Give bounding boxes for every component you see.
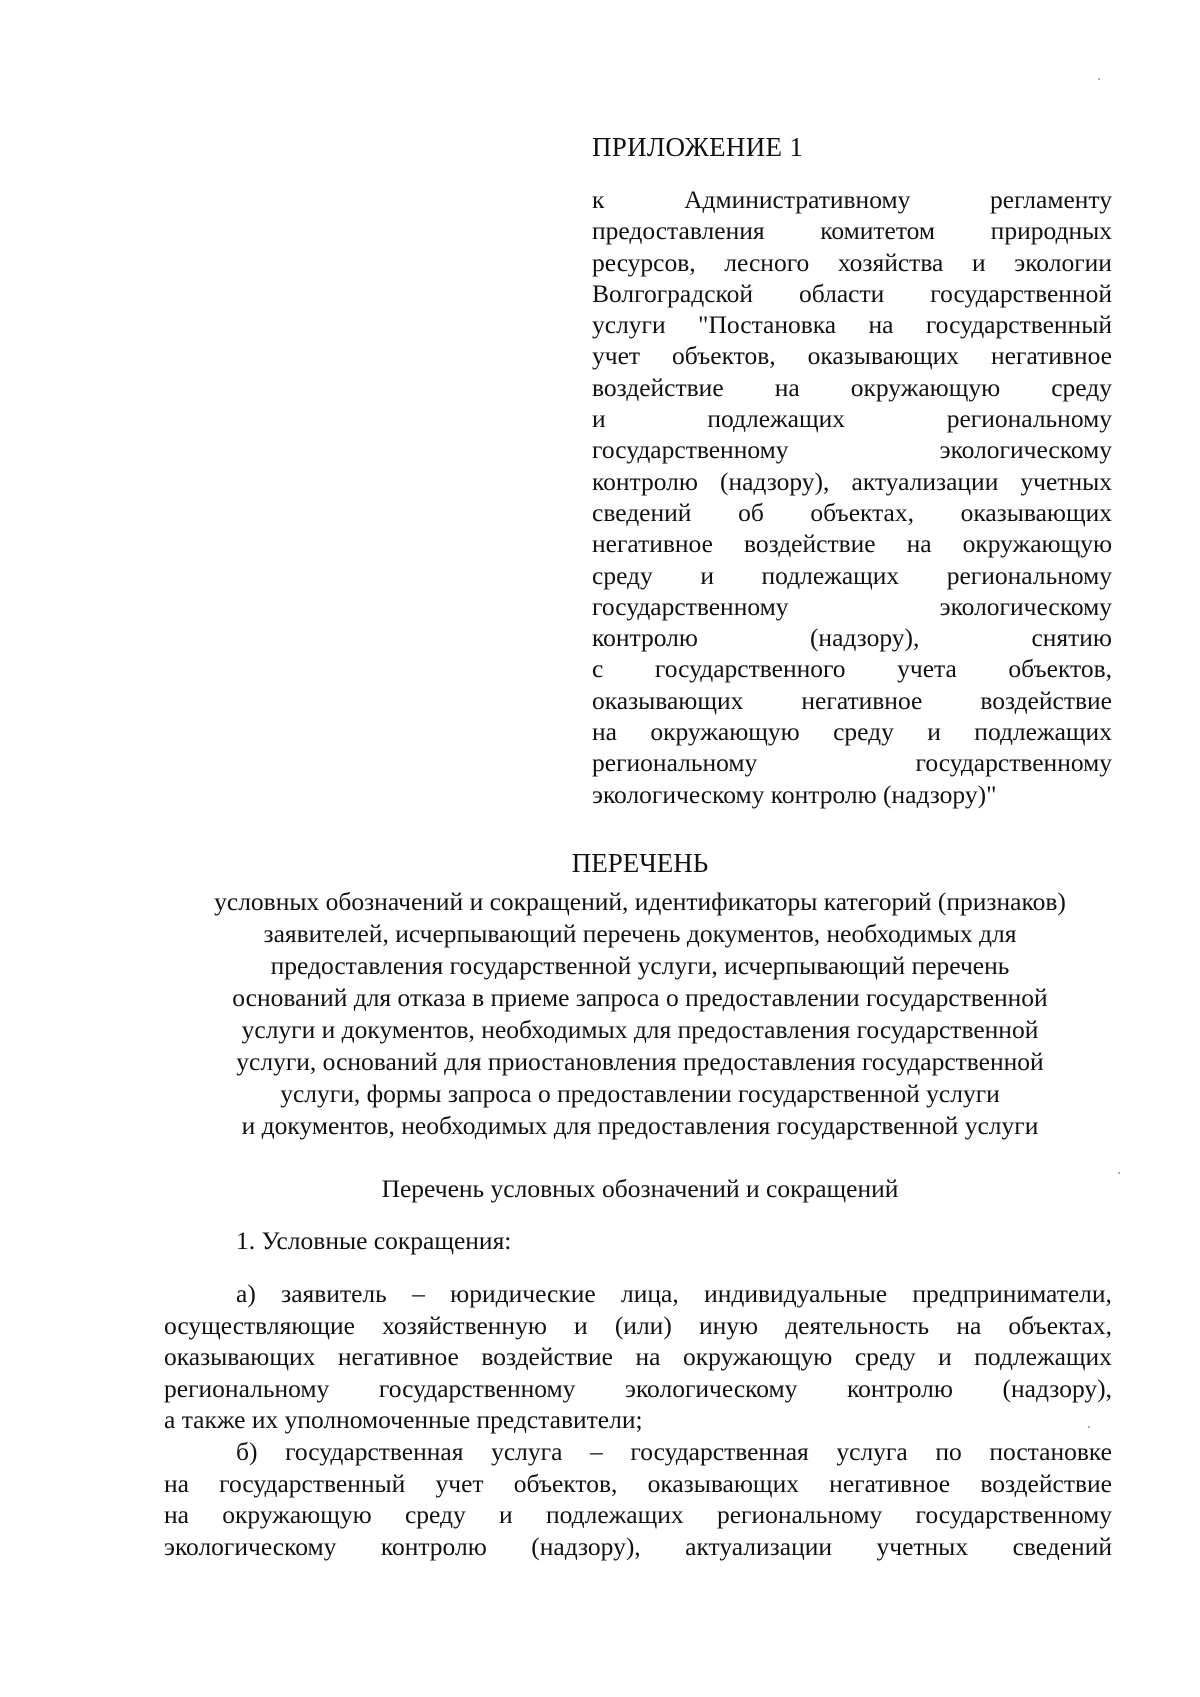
document-heading: ПЕРЕЧЕНЬ	[571, 848, 709, 878]
subtitle-line: заявителей, исчерпывающий перечень документов, необходимых для	[263, 919, 1017, 948]
paragraph-word: окружающую	[682, 1342, 833, 1372]
appendix-word: государственному	[915, 748, 1112, 778]
appendix-line	[592, 591, 1112, 622]
paragraph-word: государственный	[219, 1468, 406, 1498]
appendix-word: среду	[833, 717, 894, 747]
list-item-heading: 1. Условные сокращения:	[236, 1226, 512, 1255]
appendix-word: экологическому	[939, 435, 1112, 465]
appendix-word: негативное	[592, 529, 713, 559]
appendix-line	[592, 528, 1112, 559]
appendix-word: окружающую	[650, 717, 800, 747]
appendix-word: комитетом	[820, 216, 936, 246]
appendix-line	[592, 372, 1112, 403]
paragraph-word: а)	[236, 1279, 256, 1308]
appendix-word: подлежащих	[761, 560, 900, 590]
appendix-word: объектов,	[1008, 654, 1112, 684]
paragraph-word: оказывающих	[647, 1468, 799, 1498]
appendix-line	[592, 779, 1112, 810]
appendix-word: с	[592, 654, 604, 684]
appendix-word: оказывающих	[592, 685, 744, 715]
appendix-line	[592, 622, 1112, 653]
paragraph-word: негативное	[337, 1342, 459, 1372]
appendix-word: региональному	[592, 748, 758, 778]
appendix-word: объектах,	[810, 497, 914, 527]
appendix-word: государственной	[930, 278, 1112, 308]
appendix-line	[592, 653, 1112, 684]
paragraph-word: –	[412, 1279, 425, 1308]
paragraph-word: окружающую	[222, 1500, 372, 1530]
paragraph-word: объектов,	[513, 1468, 618, 1498]
paragraph-line	[164, 1404, 1112, 1436]
paragraph-word: на	[635, 1342, 661, 1372]
appendix-word: на	[774, 372, 800, 402]
paragraph-word: среду	[404, 1500, 466, 1530]
paragraph-word: актуализации	[685, 1531, 833, 1561]
appendix-word: и	[927, 717, 941, 747]
paragraph-word: государственному	[915, 1500, 1112, 1530]
body-text	[164, 1278, 1112, 1562]
appendix-word: контролю	[592, 466, 698, 496]
paragraph-word: государственная	[285, 1436, 464, 1466]
paragraph-word: юридические	[450, 1279, 596, 1308]
paragraph-line	[164, 1499, 1112, 1531]
paragraph-word: (надзору),	[1002, 1373, 1112, 1403]
appendix-word: учет	[592, 341, 641, 371]
appendix-word: подлежащих	[707, 404, 846, 434]
appendix-word: лесного	[724, 247, 810, 277]
paragraph-word: а также их уполномоченные представители;	[164, 1405, 643, 1435]
appendix-word: государственный	[925, 310, 1112, 340]
subtitle-line: предоставления государственной услуги, исчерпывающий перечень	[270, 951, 1010, 980]
paragraph-word: иную	[698, 1310, 759, 1340]
appendix-word: (надзору),	[809, 623, 920, 653]
section-title: Перечень условных обозначений и сокращений	[381, 1174, 899, 1203]
appendix-word: негативное	[991, 341, 1112, 371]
paragraph-word: государственному	[378, 1373, 576, 1403]
appendix-word: услуги	[592, 310, 666, 340]
appendix-word: воздействие	[980, 685, 1112, 715]
appendix-word: воздействие	[743, 529, 876, 559]
appendix-word: региональному	[946, 560, 1112, 590]
paragraph-word: среду	[854, 1342, 916, 1372]
paragraph-word: осуществляющие	[164, 1310, 355, 1340]
paragraph-line	[164, 1341, 1112, 1373]
subtitle-line: услуги, оснований для приостановления предоставления государственной	[236, 1047, 1044, 1076]
appendix-word: среду	[1051, 372, 1112, 402]
appendix-word: "Постановка	[698, 310, 837, 340]
appendix-word: экологии	[1014, 247, 1112, 277]
appendix-line	[592, 215, 1112, 246]
appendix-line	[592, 184, 1112, 215]
appendix-word: регламенту	[990, 185, 1112, 214]
appendix-word: Административному	[684, 185, 911, 214]
appendix-word: к	[592, 185, 605, 214]
scan-speck	[1098, 78, 1100, 80]
appendix-word: государственному	[592, 435, 789, 465]
paragraph-word: услуга	[836, 1436, 908, 1466]
paragraph-word: негативное	[829, 1468, 951, 1498]
paragraph-word: –	[590, 1436, 603, 1466]
paragraph-word: региональному	[716, 1500, 883, 1530]
paragraph-word: воздействие	[481, 1342, 613, 1372]
paragraph-word: на	[164, 1500, 189, 1530]
paragraph-word: индивидуальные	[704, 1279, 888, 1308]
paragraph-line	[164, 1278, 1112, 1310]
appendix-word: государственного	[654, 654, 846, 684]
appendix-line	[592, 560, 1112, 591]
appendix-line	[592, 278, 1112, 309]
appendix-word: объектов,	[672, 341, 776, 371]
paragraph-word: лица,	[621, 1279, 679, 1308]
appendix-line	[592, 403, 1112, 434]
appendix-word: актуализации	[851, 466, 999, 496]
appendix-word: об	[738, 497, 764, 527]
appendix-word: на	[906, 529, 932, 559]
appendix-word: хозяйства	[837, 247, 944, 277]
appendix-word: и	[700, 560, 714, 590]
appendix-line	[592, 434, 1112, 465]
appendix-word: предоставления	[592, 216, 765, 246]
paragraph-word: подлежащих	[974, 1342, 1112, 1372]
appendix-line	[592, 309, 1112, 340]
paragraph-word: учетных	[876, 1531, 969, 1561]
appendix-word: среду	[592, 560, 653, 590]
paragraph-word: деятельность	[785, 1310, 930, 1340]
appendix-line	[592, 685, 1112, 716]
paragraph-word: подлежащих	[545, 1500, 684, 1530]
appendix-description	[592, 184, 1112, 810]
paragraph-word: экологическому	[164, 1531, 337, 1561]
paragraph-word: б)	[236, 1436, 258, 1466]
appendix-line	[592, 747, 1112, 778]
paragraph-word: контролю	[847, 1373, 953, 1403]
paragraph-word: и	[574, 1310, 588, 1340]
paragraph-word: (или)	[614, 1310, 672, 1340]
paragraph-word: экологическому	[625, 1373, 798, 1403]
paragraph-word: и	[499, 1500, 513, 1530]
paragraph-line	[164, 1531, 1112, 1563]
appendix-line	[592, 716, 1112, 747]
appendix-word: ресурсов,	[592, 247, 696, 277]
appendix-word: и	[592, 404, 606, 434]
paragraph-word: услуга	[491, 1436, 563, 1466]
paragraph-word: оказывающих	[164, 1342, 316, 1372]
appendix-word: экологическому	[939, 591, 1112, 621]
paragraph-word: постановке	[989, 1436, 1112, 1466]
appendix-line	[592, 340, 1112, 371]
document-subtitle	[150, 886, 1130, 1142]
appendix-word: учетных	[1020, 466, 1112, 496]
paragraph-line	[164, 1468, 1112, 1500]
paragraph-word: сведений	[1012, 1531, 1112, 1561]
subtitle-line: услуги, формы запроса о предоставлении государственной услуги	[280, 1079, 1000, 1108]
appendix-word: негативное	[801, 685, 923, 715]
paragraph-word: по	[935, 1436, 962, 1466]
appendix-word: сведений	[592, 497, 692, 527]
appendix-word: на	[868, 310, 894, 340]
paragraph-word: (надзору),	[531, 1531, 641, 1561]
paragraph-line	[164, 1310, 1112, 1342]
scan-speck	[1118, 1172, 1120, 1174]
subtitle-line: оснований для отказа в приеме запроса о предоставлении государственной	[232, 983, 1048, 1012]
paragraph-word: государственная	[630, 1436, 809, 1466]
paragraph-line	[164, 1373, 1112, 1405]
paragraph-word: региональному	[164, 1373, 330, 1403]
paragraph-word: учет	[435, 1468, 484, 1498]
appendix-word: природных	[990, 216, 1112, 246]
appendix-word: на	[592, 717, 617, 747]
paragraph-word: контролю	[380, 1531, 487, 1561]
subtitle-line: условных обозначений и сокращений, идентификаторы категорий (признаков)	[214, 887, 1066, 916]
appendix-word: (надзору),	[719, 466, 830, 496]
appendix-word: государственному	[592, 591, 789, 621]
appendix-word: экологическому контролю (надзору)"	[592, 779, 997, 809]
appendix-word: контролю	[592, 623, 698, 653]
paragraph-word: воздействие	[980, 1468, 1112, 1498]
appendix-word: подлежащих	[974, 717, 1112, 747]
appendix-word: региональному	[946, 404, 1112, 434]
appendix-word: и	[971, 247, 986, 277]
paragraph-line	[164, 1436, 1112, 1468]
subtitle-line: услуги и документов, необходимых для предоставления государственной	[241, 1015, 1039, 1044]
appendix-word: области	[799, 278, 885, 308]
appendix-title: ПРИЛОЖЕНИЕ 1	[592, 132, 804, 162]
appendix-word: снятию	[1031, 623, 1112, 653]
appendix-word: учета	[897, 654, 957, 684]
appendix-line	[592, 247, 1112, 278]
appendix-word: Волгоградской	[592, 278, 754, 308]
paragraph-word: и	[938, 1342, 952, 1372]
scan-speck	[1088, 1426, 1090, 1428]
appendix-line	[592, 466, 1112, 497]
paragraph-word: на	[164, 1468, 189, 1498]
paragraph-word: объектах,	[1008, 1310, 1112, 1340]
appendix-word: воздействие	[592, 372, 724, 402]
paragraph-word: на	[956, 1310, 982, 1340]
subtitle-line: и документов, необходимых для предоставления государственной услуги	[241, 1111, 1039, 1140]
paragraph-word: предприниматели,	[912, 1279, 1112, 1308]
appendix-word: оказывающих	[807, 341, 960, 371]
appendix-word: окружающую	[850, 372, 1001, 402]
appendix-word: окружающую	[962, 529, 1112, 559]
paragraph-word: хозяйственную	[382, 1310, 547, 1340]
appendix-line	[592, 497, 1112, 528]
paragraph-word: заявитель	[281, 1279, 387, 1308]
appendix-word: оказывающих	[960, 497, 1112, 527]
